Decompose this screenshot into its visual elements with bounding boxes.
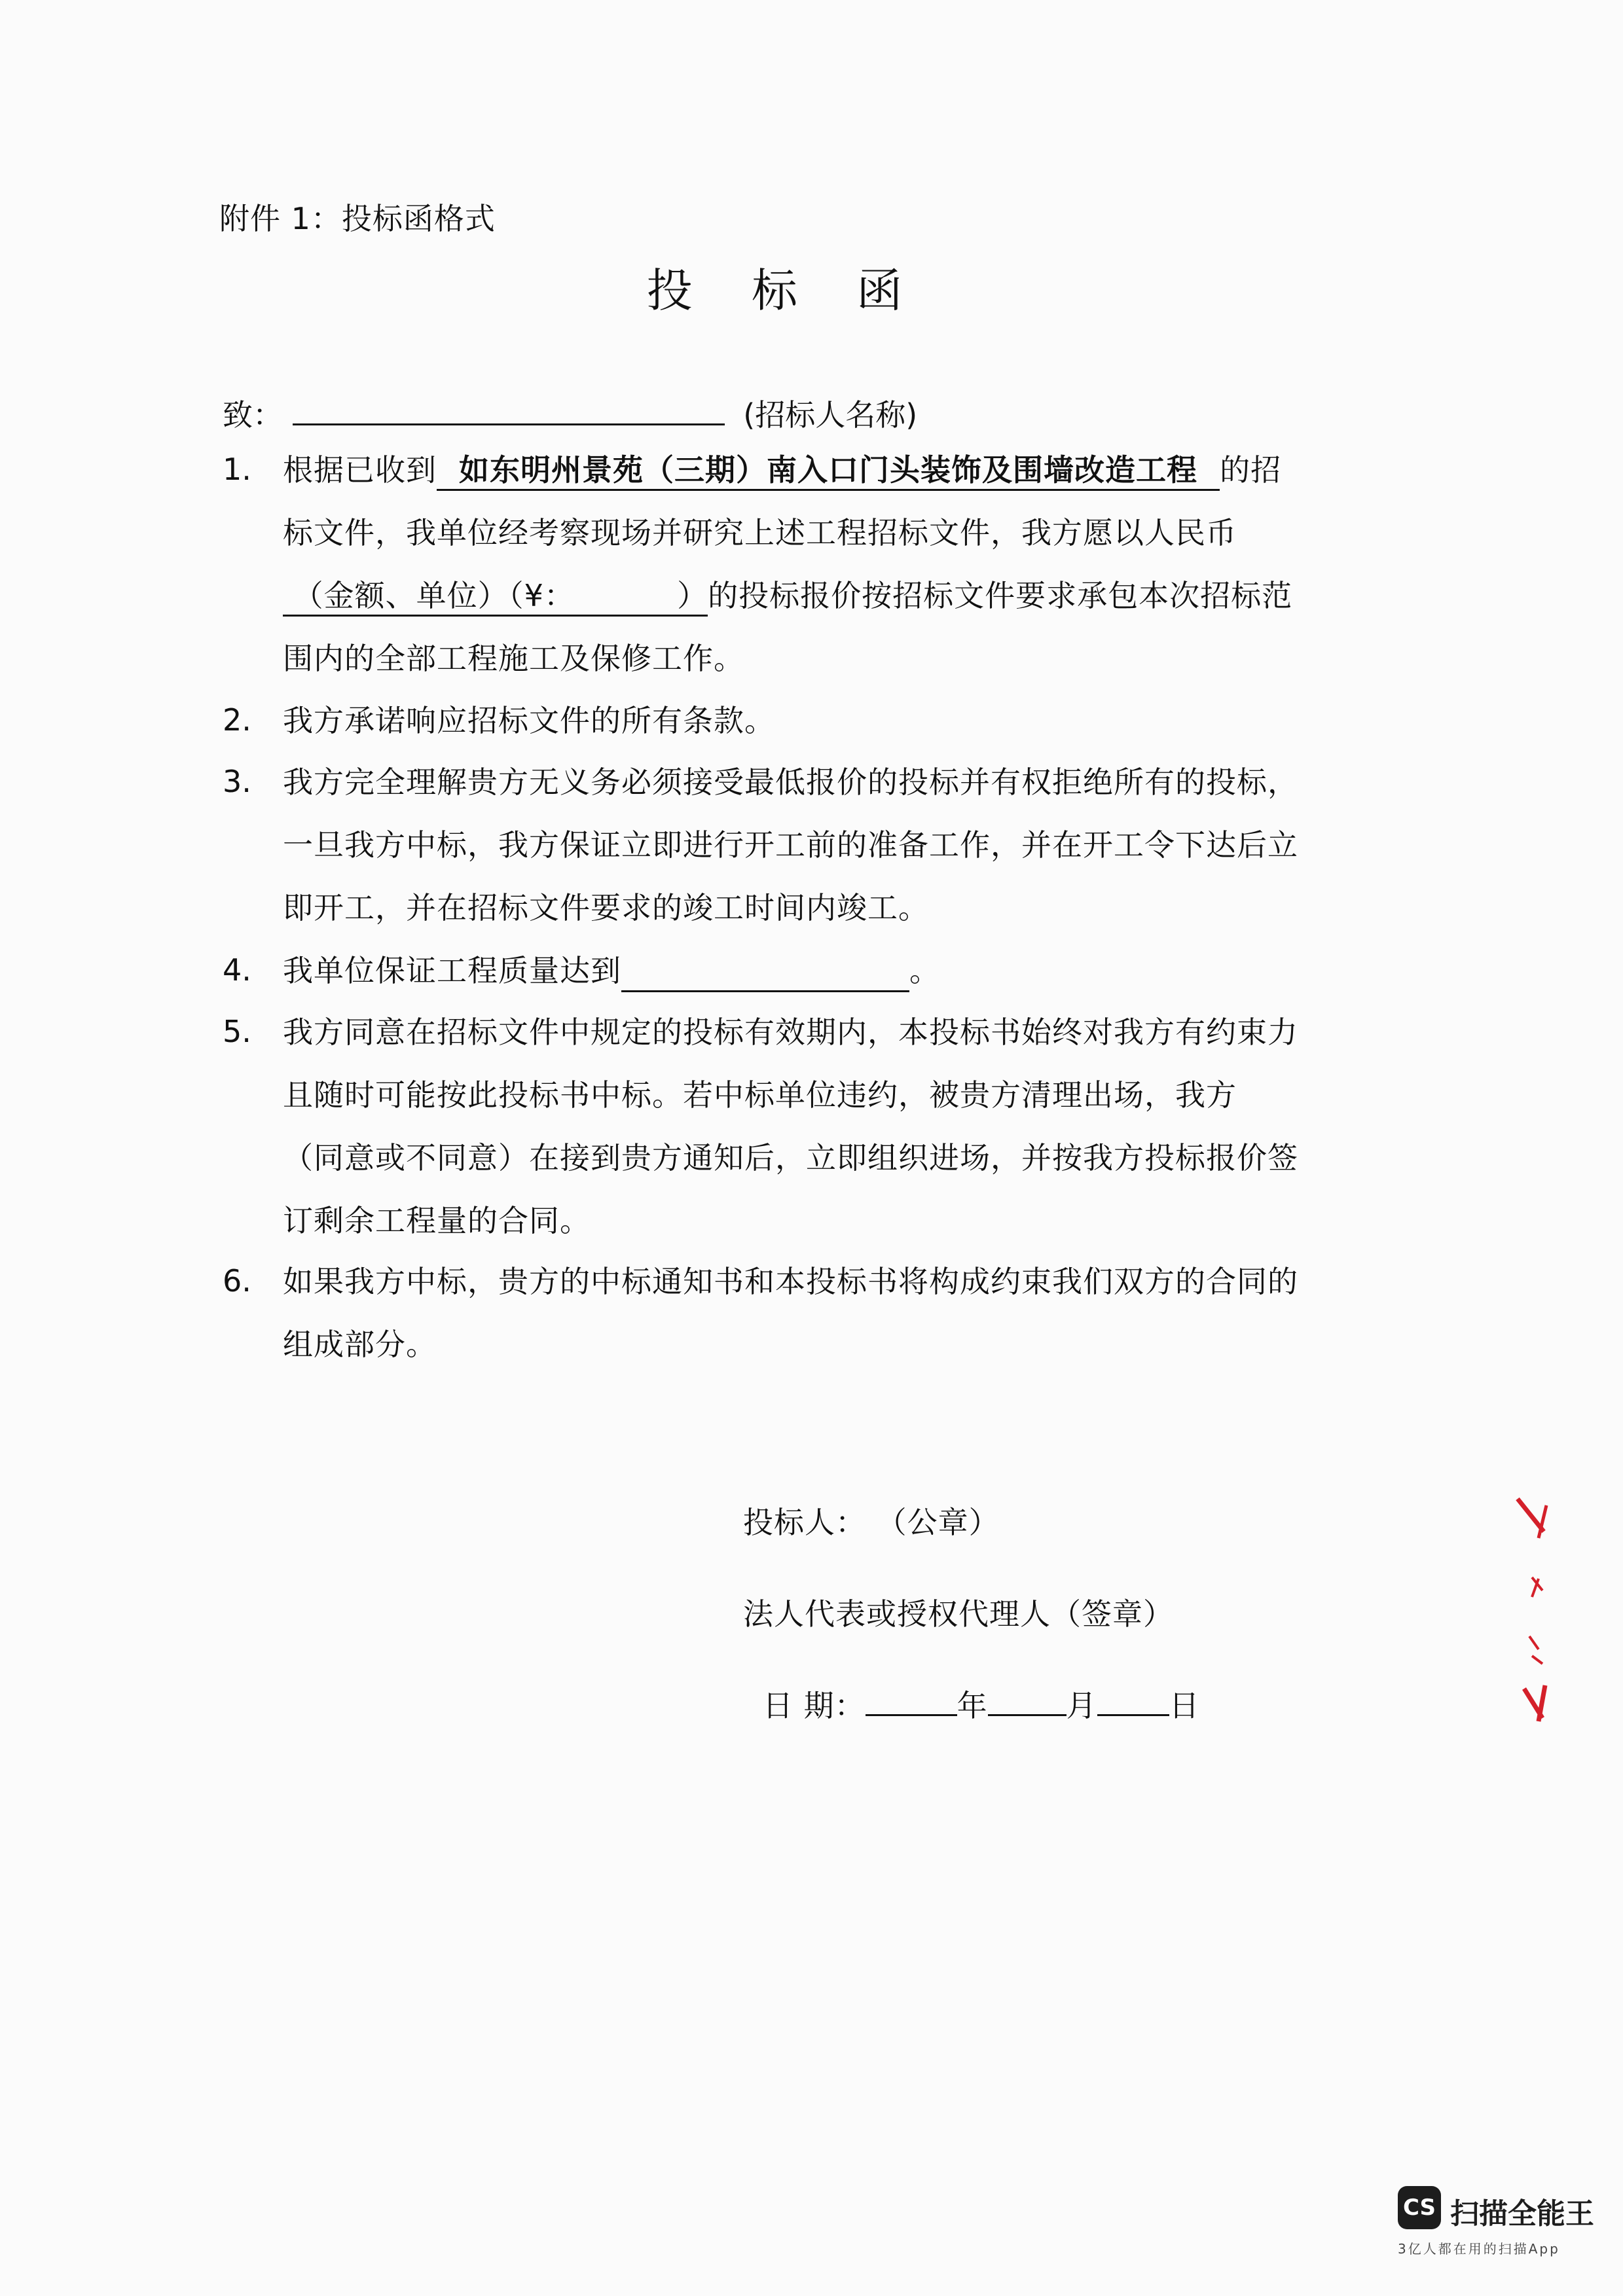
bid-amount-blank: （金额、单位）（¥： ） [283, 578, 708, 617]
date-line [763, 1682, 1200, 1725]
scanner-app-name: 扫描全能王 [1450, 2197, 1594, 2231]
project-name: 如东明州景苑（三期）南入口门头装饰及围墙改造工程 [437, 452, 1220, 491]
attachment-label: 附件 1：投标函格式 [219, 201, 496, 236]
clause-text: 根据已收到 [283, 452, 437, 488]
clause-line: 且随时可能按此投标书中标。若中标单位违约，被贵方清理出场，我方 [283, 1077, 1237, 1113]
clause-line [283, 452, 1357, 514]
clause-line [283, 952, 1357, 1015]
addressee-line [223, 391, 917, 435]
clause-number: 3. [223, 764, 251, 799]
clause-number: 2. [223, 702, 251, 738]
clause-line: 我方同意在招标文件中规定的投标有效期内，本投标书始终对我方有约束力 [283, 1014, 1298, 1050]
month-blank [988, 1685, 1067, 1716]
representative-line: 法人代表或授权代理人（签章） [743, 1596, 1174, 1632]
month-label: 月 [1066, 1688, 1097, 1723]
clause-line: 组成部分。 [283, 1327, 437, 1362]
year-label: 年 [957, 1688, 988, 1723]
clause-text: 的投标报价按招标文件要求承包本次招标范 [708, 578, 1293, 613]
addressee-hint: (招标人名称) [743, 397, 918, 433]
quality-blank [621, 952, 909, 992]
clause-text: 我单位保证工程质量达到 [283, 953, 621, 988]
clause-number: 5. [223, 1014, 251, 1049]
clause-line: 我方完全理解贵方无义务必须接受最低报价的投标并有权拒绝所有的投标， [283, 764, 1298, 800]
clause-line: 如果我方中标，贵方的中标通知书和本投标书将构成约束我们双方的合同的 [283, 1264, 1298, 1299]
clause-line: 即开工，并在招标文件要求的竣工时间内竣工。 [283, 890, 929, 925]
clause-number: 6. [223, 1263, 251, 1299]
clause-number: 4. [223, 952, 251, 988]
clause-line: 围内的全部工程施工及保修工作。 [283, 641, 744, 676]
addressee-prefix: 致： [223, 397, 283, 433]
clause-line: 一旦我方中标，我方保证立即进行开工前的准备工作，并在开工令下达后立 [283, 827, 1298, 863]
clause-line [283, 577, 1357, 640]
bidder-seal-line: 投标人： （公章） [743, 1505, 1000, 1540]
day-label: 日 [1169, 1688, 1200, 1723]
clause-text: 。 [909, 953, 940, 988]
year-blank [866, 1685, 957, 1716]
red-seal-fragment [1512, 1492, 1552, 1728]
clause-number: 1. [223, 452, 251, 487]
clause-line: 我方承诺响应招标文件的所有条款。 [283, 703, 775, 738]
clause-line: 标文件，我单位经考察现场并研究上述工程招标文件，我方愿以人民币 [283, 515, 1237, 550]
date-label: 日 期： [763, 1688, 866, 1723]
addressee-blank [293, 395, 725, 425]
scanner-watermark [1398, 2186, 1614, 2284]
scanner-app-slogan: 3亿人都在用的扫描App [1398, 2241, 1560, 2257]
scanner-app-logo-icon: CS [1398, 2186, 1441, 2229]
document-title: 投 标 函 [646, 264, 925, 317]
clause-text: 的招 [1220, 452, 1282, 488]
clause-line: （同意或不同意）在接到贵方通知后，立即组织进场，并按我方投标报价签 [283, 1140, 1298, 1175]
day-blank [1097, 1685, 1169, 1716]
clause-line: 订剩余工程量的合同。 [283, 1203, 591, 1238]
